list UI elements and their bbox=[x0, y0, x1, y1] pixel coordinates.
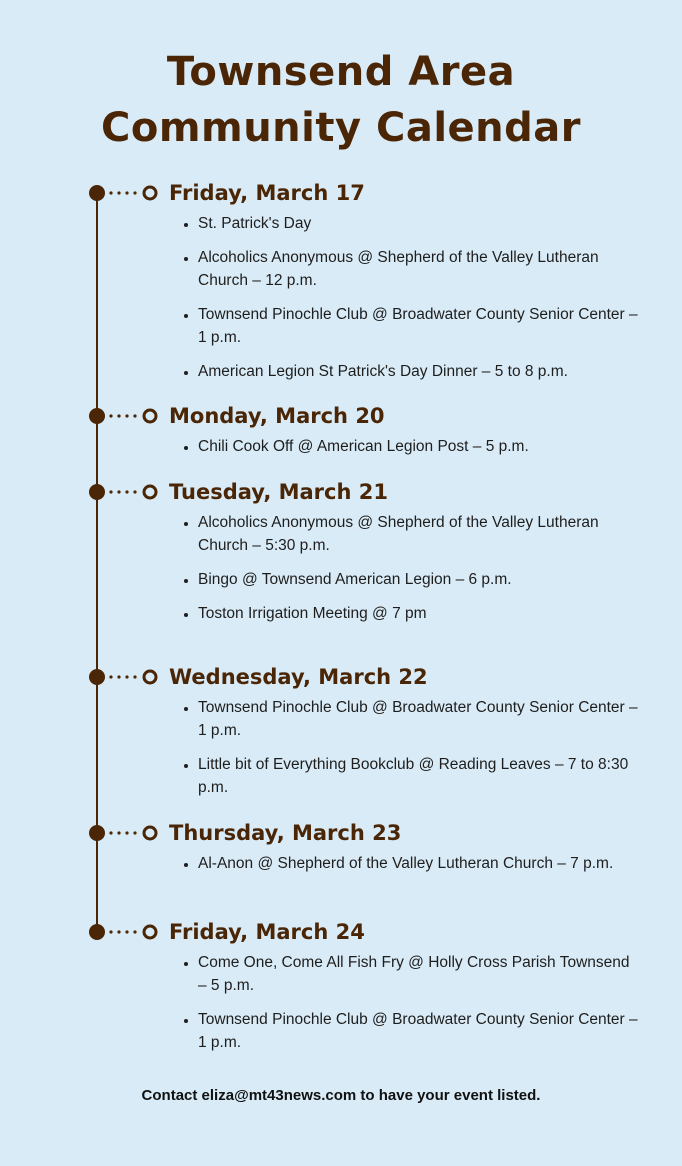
day-heading: Thursday, March 23 bbox=[169, 821, 402, 845]
timeline-marker-icon bbox=[88, 668, 160, 686]
timeline-marker-icon bbox=[88, 824, 160, 842]
day-heading: Friday, March 24 bbox=[169, 920, 365, 944]
event-item: • Townsend Pinochle Club @ Broadwater County Senior Center – 1 p.m. bbox=[198, 696, 638, 742]
event-list bbox=[180, 511, 638, 636]
day-heading: Monday, March 20 bbox=[169, 404, 385, 428]
event-list bbox=[180, 951, 638, 1065]
event-list bbox=[180, 435, 638, 469]
event-item: • Chili Cook Off @ American Legion Post – 5 p.m. bbox=[198, 435, 638, 458]
day-heading: Tuesday, March 21 bbox=[169, 480, 388, 504]
event-item: • Come One, Come All Fish Fry @ Holly Cross Parish Townsend – 5 p.m. bbox=[198, 951, 638, 997]
page-title bbox=[0, 44, 682, 156]
event-item: • Alcoholics Anonymous @ Shepherd of the Valley Lutheran Church – 5:30 p.m. bbox=[198, 511, 638, 557]
day-heading: Friday, March 17 bbox=[169, 181, 365, 205]
timeline-marker-icon bbox=[88, 184, 160, 202]
event-item: • Bingo @ Townsend American Legion – 6 p.m. bbox=[198, 568, 638, 591]
event-item: • Townsend Pinochle Club @ Broadwater County Senior Center – 1 p.m. bbox=[198, 303, 638, 349]
timeline-marker-icon bbox=[88, 407, 160, 425]
event-item: • Little bit of Everything Bookclub @ Reading Leaves – 7 to 8:30 p.m. bbox=[198, 753, 638, 799]
event-item: • American Legion St Patrick's Day Dinner – 5 to 8 p.m. bbox=[198, 360, 638, 383]
title-line-1: Townsend Area bbox=[166, 49, 516, 95]
event-item: • Townsend Pinochle Club @ Broadwater County Senior Center – 1 p.m. bbox=[198, 1008, 638, 1054]
event-item: • Toston Irrigation Meeting @ 7 pm bbox=[198, 602, 638, 625]
event-list bbox=[180, 212, 638, 394]
contact-footer: Contact eliza@mt43news.com to have your event listed. bbox=[141, 1087, 541, 1104]
event-list bbox=[180, 696, 638, 810]
event-item: • Alcoholics Anonymous @ Shepherd of the Valley Lutheran Church – 12 p.m. bbox=[198, 246, 638, 292]
event-list bbox=[180, 852, 638, 886]
timeline-line bbox=[96, 193, 98, 932]
event-item: • Al-Anon @ Shepherd of the Valley Lutheran Church – 7 p.m. bbox=[198, 852, 638, 875]
timeline-marker-icon bbox=[88, 483, 160, 501]
day-heading: Wednesday, March 22 bbox=[169, 665, 428, 689]
title-line-2: Community Calendar bbox=[101, 105, 581, 151]
event-item: • St. Patrick's Day bbox=[198, 212, 638, 235]
timeline-marker-icon bbox=[88, 923, 160, 941]
